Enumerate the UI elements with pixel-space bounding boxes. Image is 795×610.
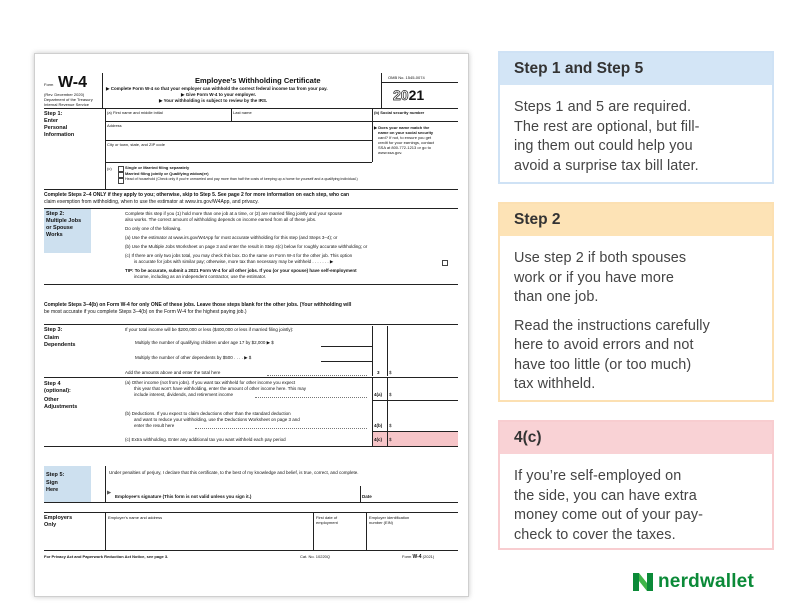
card-step4c (498, 420, 774, 550)
card-step1-step5-body: Steps 1 and 5 are required. The rest are optional, but fill- ing them out could help you avoid a surprise tax bill later. (514, 99, 700, 174)
nerdwallet-logo-icon (632, 571, 654, 593)
step3-label: Step 3: (44, 327, 63, 333)
cat-number: Cat. No. 10220Q (300, 554, 331, 559)
city-field[interactable]: City or town, state, and ZIP code (107, 142, 165, 147)
filing-status-hoh-checkbox[interactable] (118, 178, 124, 184)
w4-form: Form W-4 (Rev. December 2020) Department of the Treasury Internal Revenue Service Employee’s Withholding Certificate ▶ Complete Form W-4 so that your employer can withhold the correct federal income tax from your pay. ▶ Give Form W-4 to your employer. ▶ Your withholding is subject to review by the IRS. OMB No. 1545-0074 2021 Step 1: Enter Personal Information (a) First name and middle initial Last name (b) Social security number Address City or town, state, and ZIP code ▶ Does your name match the name on your social security card? If not, to ensure you get credit for your earnings, contact SSA at 800-772-1213 or go to www.ssa.gov. (c) Single or Married filing separately Married filing jointly or Qualifying widow(er) Head of household (Check only if you’re unmarried and pay more than half the costs of keeping up a home for yourself and a qualifying individual.) Complete Steps 2–4 ONLY if they apply to you; otherwise, skip to Step 5. See page 2 for more information on each step, who can claim exemption from withholding, when to use the estimator at www.irs.gov/W4App, and privacy. Step 2: Multiple Jobs or Spouse Works Complete this step if you (1) hold more than one job at a time, or (2) are married filing jointly and your spouse also works. The correct amount of withholding depends on income earned from all of these jobs. Do only one of the following. (a) Use the estimator at www.irs.gov/W4App for most accurate withholding for this step (and Steps 3–4); or (b) Use the Multiple Jobs Worksheet on page 3 and enter the result in Step 4(c) below for roughly accurate withholding; or (c) If there are only two jobs total, you may check this box. Do the same on Form W-4 for the other job. This option is accurate for jobs with similar pay; otherwise, more tax than necessary may be withheld . . . . . . . ▶ TIP: To be accurate, submit a 2021 Form W-4 for all other jobs. If you (or your spouse) have self-employment income, including as an independent contractor, use the estimator. Complete Steps 3–4(b) on Form W-4 for only ONE of these jobs. Leave those steps blank for the other jobs. (Your withholding will be most accurate if you complete Steps 3–4(b) on the Form W-4 for the highest paying job.) Step 3: Claim Dependents If your total income will be $200,000 or less ($400,000 or less if married filing jointly): Multiply the number of qualifying children under age 17 by $2,000 ▶ $ Multiply the number of other dependents by $500 . . . . ▶ $ Add the amounts above and enter the total here 3 $ Step 4 (optional): Other Adjustments (a) Other income (not from jobs). If you want tax withheld for other income you expect this year that won’t have withholding, enter the amount of other income here. This may include interest, dividends, and retirement income 4(a) $ (b) Deductions. If you expect to claim deductions other than the standard deduction and want to reduce your withholding, use the Deductions Worksheet on page 3 and enter the result here 4(b) $ (c) Extra withholding. Enter any additional tax you want withheld each pay period 4(c) $ Step 5: Sign Here Under penalties of perjury, I declare that this certificate, to the best of my knowledge and belief, is true, correct, and complete. ▶ Employee’s signature (This form is not valid unless you sign it.) Date Employers Only Employer’s name and address First date of employment Employer identification number (EIN) For Privacy Act and Paperwork Reduction Act Notice, see page 3. Cat. No. 10220Q Form W-4 (2021) (34, 53, 469, 597)
form-label: Form (44, 82, 54, 87)
first-name-field[interactable]: (a) First name and middle initial (107, 110, 163, 115)
form-instruction-2: ▶ Give Form W-4 to your employer. (181, 92, 257, 97)
form-main-title: Employee’s Withholding Certificate (195, 76, 321, 85)
step4-label: Step 4 (44, 381, 61, 387)
privacy-notice: For Privacy Act and Paperwork Reduction Act Notice, see page 3. (44, 554, 169, 559)
card-step4c-body: If you’re self-employed on the side, you can have extra money come out of your pay- check to cover the taxes. (514, 468, 704, 543)
form-instruction-1: ▶ Complete Form W-4 so that your employer can withhold the correct federal income tax from your pay. (106, 86, 328, 91)
other-income-field[interactable]: $ (389, 392, 392, 397)
extra-withholding-field[interactable]: $ (389, 437, 392, 442)
form-instruction-3: ▶ Your withholding is subject to review by the IRS. (159, 98, 268, 103)
card-step2-para1: Use step 2 if both spouses work or if you have more than one job. (514, 250, 687, 305)
step3-total-field[interactable]: $ (389, 370, 392, 375)
date-field[interactable]: Date (362, 494, 372, 499)
last-name-field[interactable]: Last name (233, 110, 252, 115)
card-step2-para2: Read the instructions carefully here to avoid errors and not have too little (or too much) tax withheld. (514, 317, 710, 392)
deductions-field[interactable]: $ (389, 423, 392, 428)
ein-field[interactable]: Employer identification (369, 515, 410, 520)
step2-label: Step 2: (46, 211, 65, 217)
filing-status-single-checkbox[interactable] (118, 166, 124, 172)
card-step2-body (500, 236, 772, 395)
ssn-field[interactable]: (b) Social security number (374, 110, 425, 115)
form-title: W-4 (58, 74, 88, 91)
card-step1-step5-title: Step 1 and Step 5 (500, 53, 772, 85)
form-dept: Department of the Treasury (44, 97, 93, 102)
card-step4c-title: 4(c) (500, 422, 772, 454)
form-omb: OMB No. 1545-0074 (388, 75, 425, 80)
signature-field[interactable]: Employee’s signature (This form is not valid unless you sign it.) (115, 494, 252, 499)
form-irs: Internal Revenue Service (44, 102, 89, 107)
two-jobs-checkbox[interactable] (442, 260, 448, 266)
complete-steps-2-4-note: Complete Steps 2–4 ONLY if they apply to you; otherwise, skip to Step 5. See page 2 for more information on each step, who can (44, 192, 350, 198)
card-step2-title: Step 2 (500, 204, 772, 236)
card-step1-step5 (498, 51, 774, 184)
form-footer-id: Form W-4 (2021) (402, 554, 435, 560)
first-date-field[interactable]: First date of (316, 515, 338, 520)
complete-steps-3-4-note: Complete Steps 3–4(b) on Form W-4 for only ONE of these jobs. Leave those steps blank for the other jobs. (Your withholding will (44, 302, 352, 308)
step1-label: Step 1: (44, 111, 63, 117)
step5-label: Step 5: (46, 472, 65, 478)
employer-name-field[interactable]: Employer’s name and address (108, 515, 163, 520)
nerdwallet-logo (632, 570, 754, 594)
filing-status-married-checkbox[interactable] (118, 172, 124, 178)
step4c-highlight (372, 432, 458, 446)
employers-only-label: Employers (44, 515, 73, 521)
form-year: 2021 (393, 87, 425, 103)
address-field[interactable]: Address (107, 123, 122, 128)
signature-arrow: ▶ (107, 490, 112, 496)
nerdwallet-wordmark: nerdwallet (658, 571, 754, 592)
card-step2 (498, 202, 774, 402)
form-rev: (Rev. December 2020) (44, 92, 85, 97)
